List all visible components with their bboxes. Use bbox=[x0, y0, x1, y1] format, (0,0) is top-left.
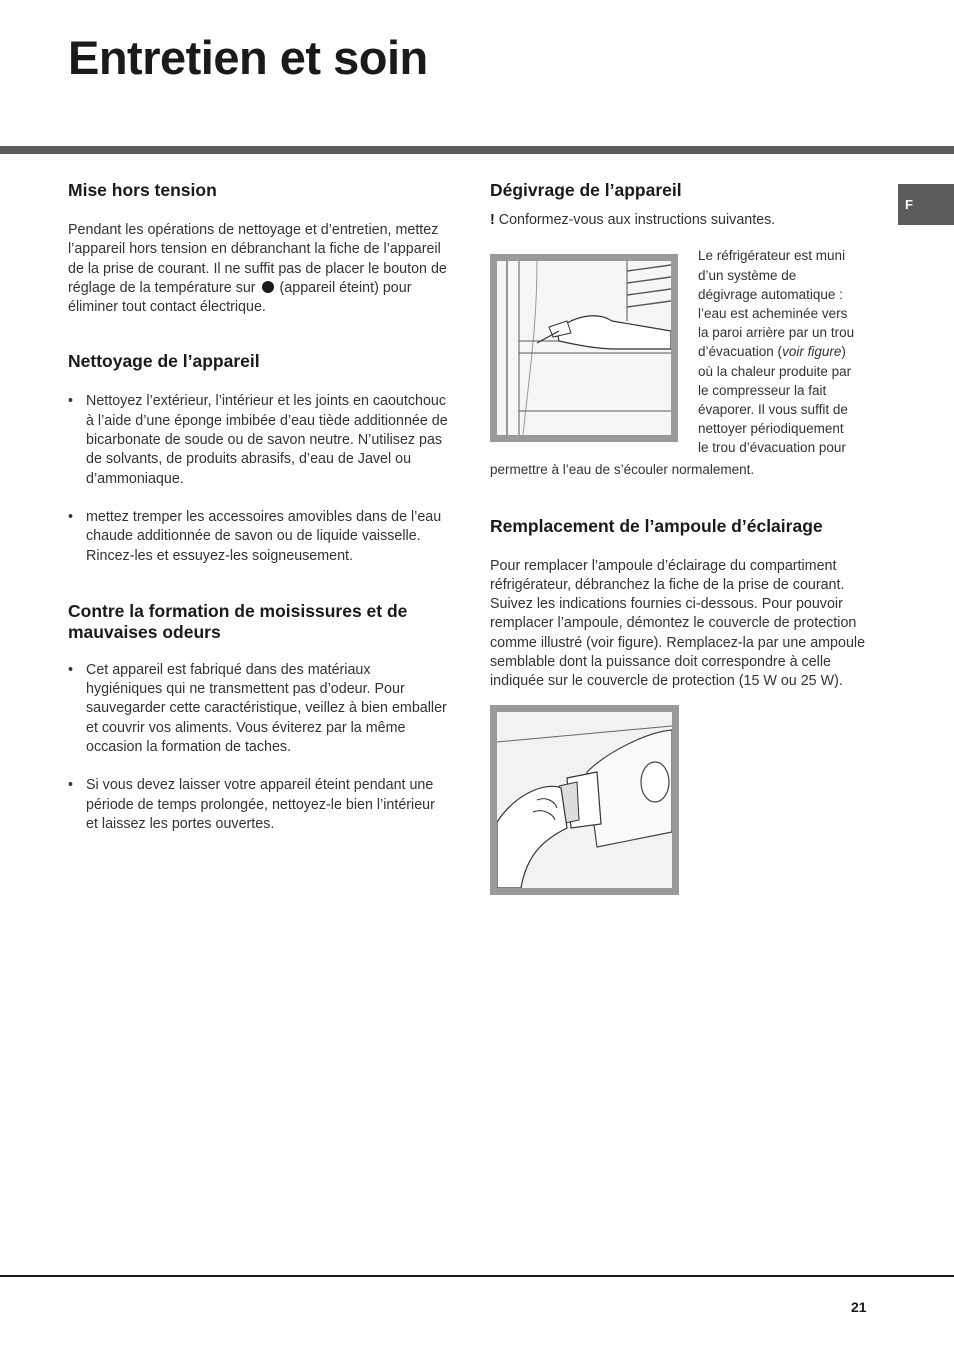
warning-text: Conformez-vous aux instructions suivantes. bbox=[498, 212, 776, 228]
section-heading: Dégivrage de l’appareil bbox=[490, 180, 682, 200]
text-fragment: d’évacuation ( bbox=[698, 344, 783, 360]
ampoule-text: Pour remplacer l’ampoule d’éclairage du compartiment réfrigérateur, débranchez la fiche de la prise de courant. Suivez les indications fournies ci-dessous. Pour pouvoir remplacer l’ampoule, démontez le couvercle de protection comme illustré (voir figure). Remplacez-la par une ampoule semblable dont la puissance doit correspondre à celle indiquée sur le couvercle de protection (15 W ou 25 W). bbox=[490, 557, 866, 690]
warning-icon: ! bbox=[490, 212, 495, 228]
title-rule bbox=[0, 146, 954, 154]
section-ampoule bbox=[490, 516, 870, 895]
section-moisissures bbox=[68, 601, 448, 834]
degivrage-last-line: permettre à l’eau de s’écouler normalement. bbox=[490, 462, 755, 478]
section-heading: Contre la formation de moisissures et de mauvaises odeurs bbox=[68, 600, 408, 642]
defrost-figure bbox=[490, 254, 678, 442]
section-heading: Mise hors tension bbox=[68, 180, 217, 200]
moisissures-list bbox=[68, 661, 448, 834]
text-line: où la chaleur produite par bbox=[698, 363, 852, 379]
degivrage-side-text bbox=[698, 246, 878, 457]
text-fragment: ) bbox=[841, 344, 846, 360]
list-item: • Cet appareil est fabriqué dans des matériaux hygiéniques qui ne transmettent pas d’odeur. Pour sauvegarder cette caractéristique, veillez à bien emballer et couvrir vos aliments. Vous éviterez par la même occasion la formation de taches. bbox=[68, 661, 448, 757]
language-tab: F bbox=[898, 184, 954, 225]
list-item: • mettez tremper les accessoires amovibles dans de l’eau chaude additionnée de savon ou de liquide vaisselle. Rincez-les et essuyez-les soigneusement. bbox=[68, 508, 448, 566]
section-heading: Nettoyage de l’appareil bbox=[68, 351, 260, 372]
text-line: d’un système de bbox=[698, 267, 797, 283]
section-heading: Remplacement de l’ampoule d’éclairage bbox=[490, 515, 823, 536]
section-nettoyage bbox=[68, 351, 448, 565]
bulb-illustration bbox=[497, 712, 672, 888]
defrost-illustration bbox=[497, 261, 671, 435]
degivrage-block bbox=[490, 246, 870, 466]
bulb-figure bbox=[490, 705, 679, 895]
list-item: • Si vous devez laisser votre appareil éteint pendant une période de temps prolongée, nettoyez-le bien l’intérieur et laissez les portes ouvertes. bbox=[68, 776, 448, 834]
right-column bbox=[490, 178, 870, 895]
text-line bbox=[698, 342, 878, 361]
page-number: 21 bbox=[851, 1299, 867, 1315]
list-item: • Nettoyez l’extérieur, l’intérieur et les joints en caoutchouc à l’aide d’une éponge imbibée d’eau tiède additionnée de bicarbonate de soude ou de savon neutre. N’utilisez pas de solvants, de produits abrasifs, d’eau de Javel ou d’ammoniaque. bbox=[68, 392, 448, 488]
text-line: dégivrage automatique : bbox=[698, 286, 843, 302]
text-line: l’eau est acheminée vers bbox=[698, 305, 848, 321]
text-line: évaporer. Il vous suffit de bbox=[698, 401, 848, 417]
footer-rule bbox=[0, 1275, 954, 1277]
section-mise-hors-tension bbox=[68, 180, 448, 317]
off-position-icon bbox=[262, 281, 274, 293]
nettoyage-list bbox=[68, 392, 448, 565]
warning-line bbox=[490, 211, 870, 230]
text-line: Le réfrigérateur est muni bbox=[698, 248, 846, 264]
left-column bbox=[68, 178, 448, 834]
text-after-icon: (appareil éteint) pour éliminer tout contact électrique. bbox=[68, 279, 412, 316]
mise-hors-tension-text bbox=[68, 221, 448, 317]
figure-reference: voir figure bbox=[782, 344, 842, 360]
section-degivrage bbox=[490, 180, 870, 480]
text-line: nettoyer périodiquement bbox=[698, 421, 844, 437]
text-line: la paroi arrière par un trou bbox=[698, 325, 855, 341]
text-line: le trou d’évacuation pour bbox=[698, 440, 846, 456]
text-before-icon: Pendant les opérations de nettoyage et d’entretien, mettez l’appareil hors tension en débranchant la fiche de l’appareil de la prise de courant. Il ne suffit pas de placer le bouton de réglage de la température sur bbox=[68, 222, 447, 296]
page-title: Entretien et soin bbox=[68, 31, 428, 84]
text-line: le compresseur la fait bbox=[698, 382, 827, 398]
